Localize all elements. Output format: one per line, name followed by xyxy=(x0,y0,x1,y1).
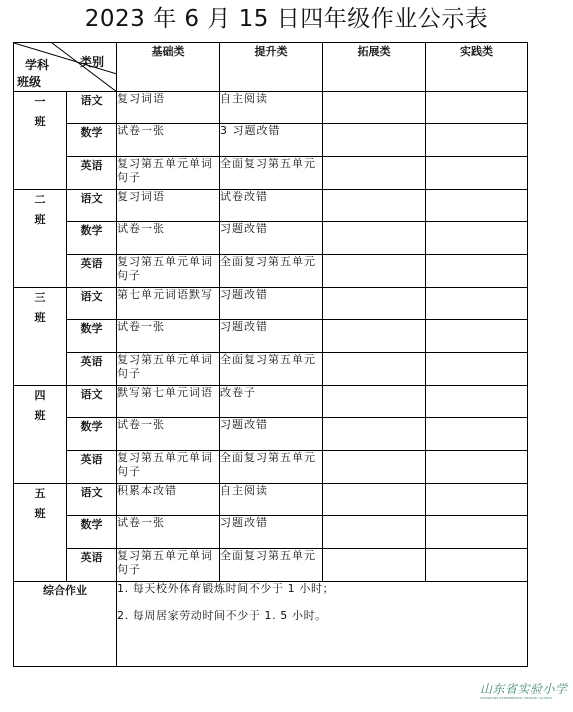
practice-homework-cell xyxy=(426,255,528,288)
extend-homework-cell xyxy=(323,451,426,484)
basic-homework-cell: 默写第七单元词语 xyxy=(117,386,220,418)
practice-homework-cell xyxy=(426,320,528,353)
class-name-char-1: 二 xyxy=(34,193,46,206)
basic-homework-cell: 积累本改错 xyxy=(117,484,220,516)
table-row xyxy=(14,288,528,320)
subject-cell: 英语 xyxy=(67,353,117,386)
column-header-advance: 提升类 xyxy=(220,43,323,92)
extend-homework-cell xyxy=(323,255,426,288)
subject-cell: 语文 xyxy=(67,484,117,516)
practice-homework-cell xyxy=(426,418,528,451)
extend-homework-cell xyxy=(323,549,426,582)
subject-cell: 英语 xyxy=(67,549,117,582)
basic-homework-cell: 试卷一张 xyxy=(117,418,220,451)
comprehensive-row xyxy=(14,582,528,667)
class-name-cell xyxy=(14,92,67,190)
subject-cell: 数学 xyxy=(67,124,117,157)
table-row xyxy=(14,92,528,124)
class-name-cell xyxy=(14,484,67,582)
class-label: 班级 xyxy=(17,75,42,89)
subject-cell: 数学 xyxy=(67,222,117,255)
class-name-char-2: 班 xyxy=(34,409,46,422)
practice-homework-cell xyxy=(426,549,528,582)
basic-homework-cell: 试卷一张 xyxy=(117,516,220,549)
column-header-extend: 拓展类 xyxy=(323,43,426,92)
basic-homework-cell: 复习词语 xyxy=(117,190,220,222)
header-row xyxy=(14,43,528,92)
subject-cell: 数学 xyxy=(67,516,117,549)
extend-homework-cell xyxy=(323,157,426,190)
advance-homework-cell: 习题改错 xyxy=(220,516,323,549)
table-row xyxy=(14,484,528,516)
practice-homework-cell xyxy=(426,516,528,549)
class-name-char-2: 班 xyxy=(34,115,46,128)
practice-homework-cell xyxy=(426,222,528,255)
table-row xyxy=(14,190,528,222)
class-name-char-1: 一 xyxy=(34,95,46,108)
extend-homework-cell xyxy=(323,320,426,353)
practice-homework-cell xyxy=(426,353,528,386)
practice-homework-cell xyxy=(426,386,528,418)
advance-homework-cell: 试卷改错 xyxy=(220,190,323,222)
subject-cell: 语文 xyxy=(67,190,117,222)
advance-homework-cell: 自主阅读 xyxy=(220,92,323,124)
advance-homework-cell: 3 习题改错 xyxy=(220,124,323,157)
logo-english-text: SHANDONG EXPERIMENTAL PRIMARY SCHOOL xyxy=(480,696,553,700)
extend-homework-cell xyxy=(323,288,426,320)
comprehensive-label: 综合作业 xyxy=(14,582,117,667)
advance-homework-cell: 全面复习第五单元 xyxy=(220,157,323,190)
table-row xyxy=(14,353,528,386)
advance-homework-cell: 自主阅读 xyxy=(220,484,323,516)
practice-homework-cell xyxy=(426,190,528,222)
extend-homework-cell xyxy=(323,353,426,386)
subject-cell: 数学 xyxy=(67,418,117,451)
advance-homework-cell: 全面复习第五单元 xyxy=(220,549,323,582)
subject-cell: 数学 xyxy=(67,320,117,353)
basic-homework-cell: 复习词语 xyxy=(117,92,220,124)
class-name-char-1: 三 xyxy=(34,291,46,304)
table-row xyxy=(14,418,528,451)
practice-homework-cell xyxy=(426,288,528,320)
class-name-cell xyxy=(14,288,67,386)
basic-homework-cell: 复习第五单元单词句子 xyxy=(117,549,220,582)
class-name-char-1: 四 xyxy=(34,389,46,402)
advance-homework-cell: 习题改错 xyxy=(220,418,323,451)
class-name-char-2: 班 xyxy=(34,507,46,520)
advance-homework-cell: 全面复习第五单元 xyxy=(220,255,323,288)
category-label: 类别 xyxy=(80,55,105,69)
table-row xyxy=(14,124,528,157)
basic-homework-cell: 第七单元词语默写 xyxy=(117,288,220,320)
class-name-char-1: 五 xyxy=(34,487,46,500)
table-row xyxy=(14,386,528,418)
table-row xyxy=(14,222,528,255)
basic-homework-cell: 复习第五单元单词句子 xyxy=(117,451,220,484)
extend-homework-cell xyxy=(323,190,426,222)
school-logo xyxy=(480,683,570,700)
table-row xyxy=(14,320,528,353)
basic-homework-cell: 复习第五单元单词句子 xyxy=(117,157,220,190)
table-row xyxy=(14,516,528,549)
extend-homework-cell xyxy=(323,386,426,418)
column-header-basic: 基础类 xyxy=(117,43,220,92)
comprehensive-content xyxy=(117,582,528,667)
advance-homework-cell: 改卷子 xyxy=(220,386,323,418)
subject-cell: 语文 xyxy=(67,288,117,320)
basic-homework-cell: 试卷一张 xyxy=(117,320,220,353)
table-row xyxy=(14,255,528,288)
subject-label: 学科 xyxy=(25,58,50,72)
practice-homework-cell xyxy=(426,92,528,124)
practice-homework-cell xyxy=(426,124,528,157)
advance-homework-cell: 习题改错 xyxy=(220,320,323,353)
extend-homework-cell xyxy=(323,516,426,549)
basic-homework-cell: 试卷一张 xyxy=(117,124,220,157)
extend-homework-cell xyxy=(323,124,426,157)
extend-homework-cell xyxy=(323,222,426,255)
advance-homework-cell: 习题改错 xyxy=(220,288,323,320)
class-name-char-2: 班 xyxy=(34,213,46,226)
subject-cell: 语文 xyxy=(67,386,117,418)
subject-cell: 语文 xyxy=(67,92,117,124)
advance-homework-cell: 全面复习第五单元 xyxy=(220,451,323,484)
class-name-cell xyxy=(14,386,67,484)
extend-homework-cell xyxy=(323,484,426,516)
comprehensive-item: 1. 每天校外体育锻炼时间不少于 1 小时； xyxy=(117,582,335,595)
table-row xyxy=(14,451,528,484)
practice-homework-cell xyxy=(426,484,528,516)
table-row xyxy=(14,549,528,582)
table-row xyxy=(14,157,528,190)
column-header-practice: 实践类 xyxy=(426,43,528,92)
diagonal-header-cell xyxy=(14,43,117,92)
subject-cell: 英语 xyxy=(67,255,117,288)
subject-cell: 英语 xyxy=(67,451,117,484)
page-title: 2023 年 6 月 15 日四年级作业公示表 xyxy=(84,6,489,32)
basic-homework-cell: 复习第五单元单词句子 xyxy=(117,255,220,288)
homework-table xyxy=(13,42,528,667)
logo-text: 山东省实验小学 xyxy=(480,682,568,696)
extend-homework-cell xyxy=(323,92,426,124)
extend-homework-cell xyxy=(323,418,426,451)
practice-homework-cell xyxy=(426,157,528,190)
basic-homework-cell: 试卷一张 xyxy=(117,222,220,255)
advance-homework-cell: 习题改错 xyxy=(220,222,323,255)
class-name-cell xyxy=(14,190,67,288)
comprehensive-item: 2. 每周居家劳动时间不少于 1. 5 小时。 xyxy=(117,609,327,622)
practice-homework-cell xyxy=(426,451,528,484)
advance-homework-cell: 全面复习第五单元 xyxy=(220,353,323,386)
class-name-char-2: 班 xyxy=(34,311,46,324)
subject-cell: 英语 xyxy=(67,157,117,190)
basic-homework-cell: 复习第五单元单词句子 xyxy=(117,353,220,386)
